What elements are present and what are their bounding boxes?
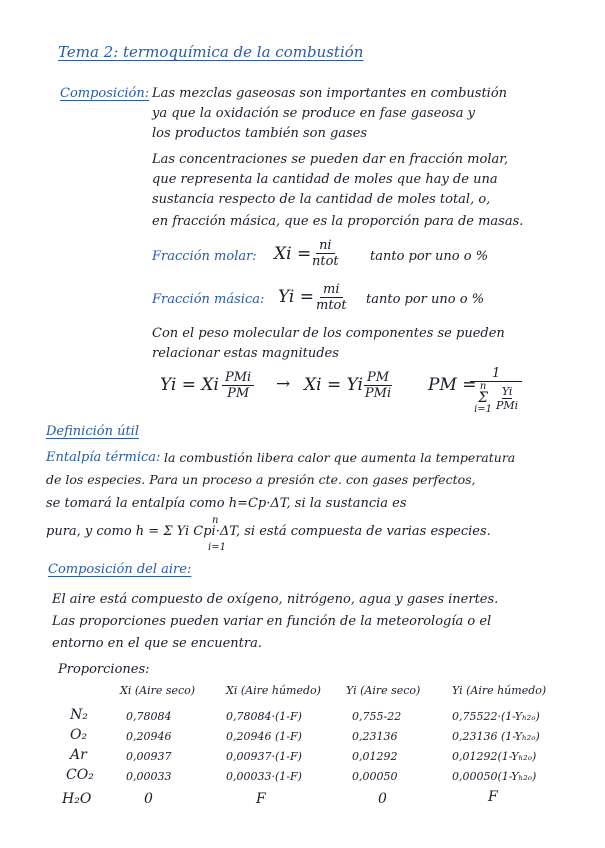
formula-pm-inner-num: Yi (501, 384, 513, 398)
table-row-species: N₂ (70, 707, 88, 723)
fraccion-masica-note: tanto por uno o % (366, 292, 485, 307)
composicion-line-7: en fracción másica, que es la proporción para de masas. (152, 214, 524, 229)
definicion-sum-bottom: i=1 (208, 542, 226, 553)
formula-pm-fraction (470, 366, 522, 414)
formula-yi-num: PMi (222, 370, 254, 386)
table-header-xi-humedo: Xi (Aire húmedo) (226, 684, 321, 697)
table-cell: 0,20946 (1-F) (226, 730, 302, 743)
table-row-species: CO₂ (66, 767, 94, 783)
table-header-xi-seco: Xi (Aire seco) (120, 684, 196, 697)
table-row-species: Ar (70, 747, 87, 763)
table-row-species: H₂O (62, 791, 92, 807)
table-cell: 0,20946 (126, 730, 172, 743)
formula-pm-sum-bottom: i=1 (474, 404, 493, 415)
table-header-yi-humedo: Yi (Aire húmedo) (452, 684, 547, 697)
definicion-line-1: la combustión libera calor que aumenta la temperatura (164, 450, 516, 465)
definicion-line-3: se tomará la entalpía como h=Cp·ΔT, si la sustancia es (46, 496, 407, 511)
definicion-sum-top: n (212, 515, 219, 526)
composicion-line-3: los productos también son gases (152, 126, 368, 141)
composicion-line-4: Las concentraciones se pueden dar en fracción molar, (152, 152, 509, 167)
table-row-species: O₂ (70, 727, 88, 743)
table-cell: 0,00050 (352, 770, 398, 783)
aire-label: Composición del aire: (48, 562, 192, 577)
relacion-line-2: relacionar estas magnitudes (152, 346, 339, 361)
aire-line-3: entorno en el que se encuentra. (52, 636, 262, 651)
formula-pm-sum (474, 382, 492, 414)
table-cell: 0,00033 (126, 770, 172, 783)
formula-pm-lhs: PM = (428, 375, 477, 395)
table-cell: F (488, 789, 498, 805)
composicion-label: Composición: (60, 86, 150, 101)
proporciones-label: Proporciones: (58, 662, 150, 677)
sigma-icon: Σ (478, 390, 488, 406)
table-header-yi-seco: Yi (Aire seco) (346, 684, 421, 697)
fraccion-molar-fraction (312, 238, 339, 269)
composicion-line-2: ya que la oxidación se produce en fase gaseosa y (152, 106, 476, 121)
composicion-line-5: que representa la cantidad de moles que hay de una (152, 172, 498, 187)
entalpia-label: Entalpía térmica: (46, 450, 161, 465)
composicion-line-1: Las mezclas gaseosas son importantes en combustión (152, 86, 508, 101)
formula-xi-num: PM (364, 370, 392, 386)
definicion-label: Definición útil (46, 424, 139, 439)
formula-pm-inner-fraction (496, 385, 518, 412)
fraccion-masica-fraction (316, 282, 347, 313)
definicion-line-4: pura, y como h = Σ Yi Cpi·ΔT, si está compuesta de varias especies. (46, 524, 491, 539)
table-cell: 0 (378, 791, 387, 807)
formula-pm-num: 1 (470, 366, 522, 382)
page-title: Tema 2: termoquímica de la combustión (58, 43, 364, 61)
fraccion-molar-num: ni (316, 238, 335, 254)
table-cell: 0,23136 (1-Yₕ₂ₒ) (452, 730, 540, 743)
table-cell: 0,23136 (352, 730, 398, 743)
formula-pm-sum-top: n (479, 381, 487, 392)
table-cell: 0,00033·(1-F) (226, 770, 302, 783)
relacion-line-1: Con el peso molecular de los componentes se pueden (152, 326, 505, 341)
table-cell: 0,00937 (126, 750, 172, 763)
formula-pm-den (474, 382, 518, 414)
fraccion-masica-den: mtot (316, 298, 347, 313)
table-cell: F (256, 791, 266, 807)
definicion-line-2: de los especies. Para un proceso a presión cte. con gases perfectos, (46, 472, 476, 487)
table-cell: 0,78084 (126, 710, 172, 723)
aire-line-2: Las proporciones pueden variar en función de la meteorología o el (52, 614, 492, 629)
table-cell: 0,01292 (352, 750, 398, 763)
table-cell: 0,00937·(1-F) (226, 750, 302, 763)
fraccion-molar-label: Fracción molar: (152, 249, 257, 264)
formula-pm-inner-den: PMi (496, 398, 519, 412)
table-cell: 0,755-22 (352, 710, 402, 723)
fraccion-masica-lhs: Yi = (278, 287, 315, 307)
formula-yi-lhs: Yi = Xi (160, 375, 219, 395)
formula-yi-fraction (222, 370, 254, 401)
formula-yi-den: PM (227, 386, 250, 401)
table-cell: 0,78084·(1-F) (226, 710, 302, 723)
table-cell: 0,75522·(1-Yₕ₂ₒ) (452, 710, 540, 723)
table-cell: 0 (144, 791, 153, 807)
aire-line-1: El aire está compuesto de oxígeno, nitrógeno, agua y gases inertes. (52, 592, 499, 607)
composicion-line-6: sustancia respecto de la cantidad de moles total, o, (152, 192, 491, 207)
table-cell: 0,01292(1-Yₕ₂ₒ) (452, 750, 537, 763)
fraccion-masica-label: Fracción másica: (152, 292, 265, 307)
table-cell: 0,00050(1-Yₕ₂ₒ) (452, 770, 537, 783)
fraccion-molar-lhs: Xi = (274, 244, 312, 264)
formula-arrow: → (276, 374, 291, 394)
fraccion-molar-den: ntot (312, 254, 339, 269)
formula-xi-lhs: Xi = Yi (304, 375, 363, 395)
formula-xi-fraction (364, 370, 392, 401)
fraccion-masica-num: mi (320, 282, 343, 298)
fraccion-molar-note: tanto por uno o % (370, 249, 489, 264)
formula-xi-den: PMi (364, 386, 392, 401)
